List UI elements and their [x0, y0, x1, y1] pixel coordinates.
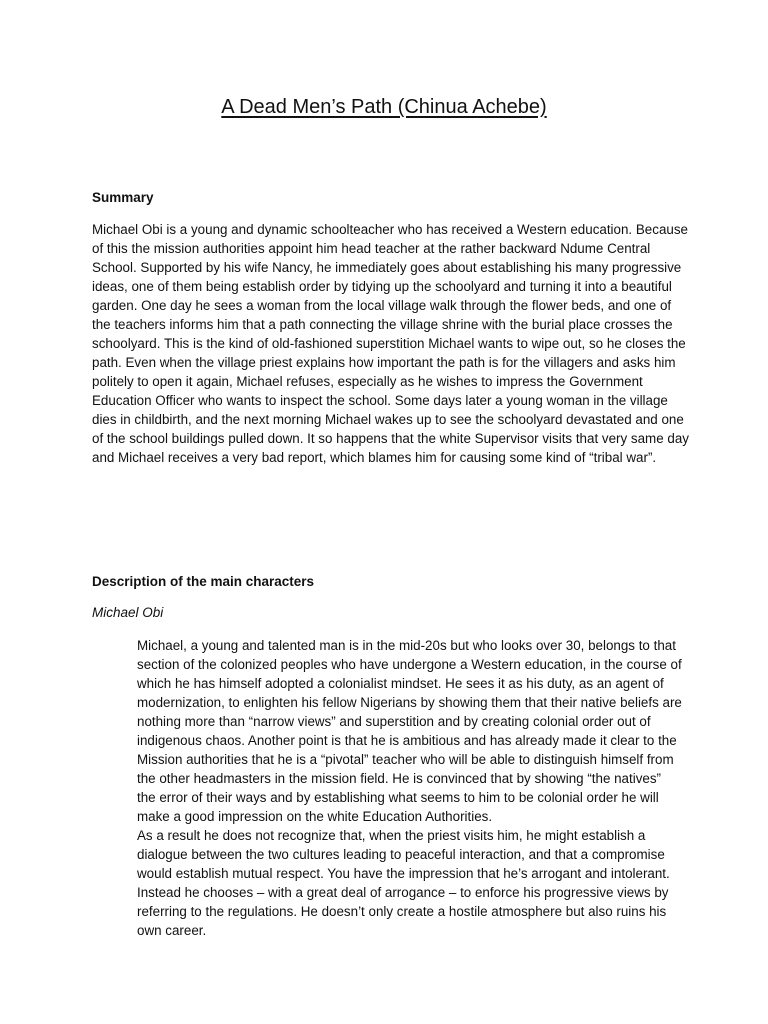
summary-heading: Summary: [92, 190, 154, 205]
character-name: Michael Obi: [92, 605, 164, 620]
character-paragraph: Michael, a young and talented man is in the mid-20s but who looks over 30, belongs to that section of the colonized peoples who have undergone a Western education, in the course of which he has himself adopted a colonialist mindset. He sees it as his duty, as an agent of modernization, to enlighten his fellow Nigerians by showing them that their native beliefs are nothing more than “narrow views” and superstition and by creating colonial order out of indigenous chaos. Another point is that he is ambitious and has already made it clear to the Mission authorities that he is a “pivotal” teacher who will be able to distinguish himself from the other headmasters in the mission field. He is convinced that by showing “the natives” the error of their ways and by establishing what seems to him to be colonial order he will make a good impression on the white Education Authorities.: [137, 638, 682, 824]
character-description: [137, 636, 682, 940]
document-title: A Dead Men’s Path (Chinua Achebe): [221, 96, 547, 118]
characters-heading: Description of the main characters: [92, 574, 315, 589]
character-paragraph: As a result he does not recognize that, when the priest visits him, he might establish a dialogue between the two cultures leading to peaceful interaction, and that a compromise would establish mutual respect. You have the impression that he’s arrogant and intolerant. Instead he chooses – with a great deal of arrogance – to enforce his progressive views by referring to the regulations. He doesn’t only create a hostile atmosphere but also ruins his own career.: [137, 828, 670, 938]
summary-paragraph: Michael Obi is a young and dynamic schoolteacher who has received a Western education. Because of this the mission authorities appoint him head teacher at the rather backward Ndume Central School. Supported by his wife Nancy, he immediately goes about establishing his many progressive ideas, one of them being establish order by tidying up the schoolyard and turning it into a beautiful garden. One day he sees a woman from the local village walk through the flower beds, and one of the teachers informs him that a path connecting the village shrine with the burial place crosses the schoolyard. This is the kind of old-fashioned superstition Michael wants to wipe out, so he closes the path. Even when the village priest explains how important the path is for the villagers and asks him politely to open it again, Michael refuses, especially as he wishes to impress the Government Education Officer who wants to inspect the school. Some days later a young woman in the village dies in childbirth, and the next morning Michael wakes up to see the schoolyard devastated and one of the school buildings pulled down. It so happens that the white Supervisor visits that very same day and Michael receives a very bad report, which blames him for causing some kind of “tribal war”.: [92, 222, 689, 465]
